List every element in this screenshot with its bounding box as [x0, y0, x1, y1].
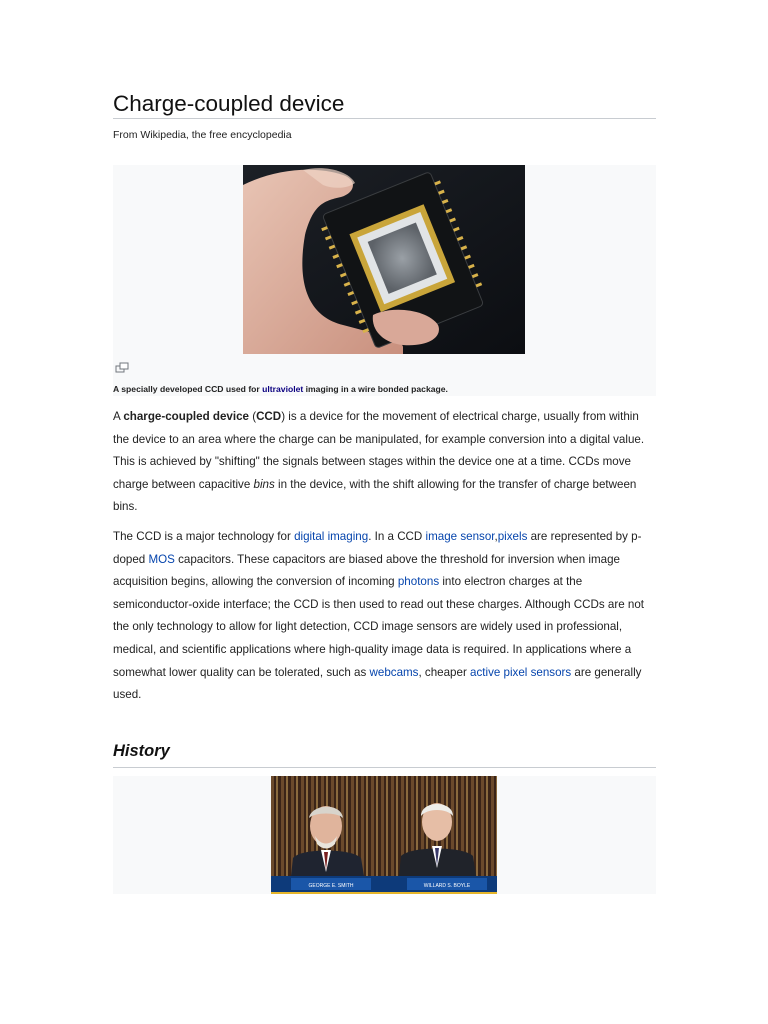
- page-subtitle: From Wikipedia, the free encyclopedia: [113, 129, 292, 141]
- text: in the device, with the shift allowing for the transfer of charge between bins.: [113, 477, 637, 514]
- caption-text-end: imaging in a wire bonded package.: [303, 384, 448, 394]
- history-divider: [113, 767, 656, 768]
- history-figure: [113, 776, 656, 894]
- title-divider: [113, 118, 656, 119]
- link-ultraviolet[interactable]: ultraviolet: [262, 384, 304, 394]
- text: A: [113, 410, 124, 423]
- text: ) is a device for the movement of electrical charge, usually from within the device to an area where the charge can be manipulated, for example conversion into a digital value. This is achieved by "shifting" the signals between stages within the device one at a time. CCDs move charge between capacitive: [113, 410, 645, 491]
- text: into electron charges at the semiconductor-oxide interface; the CCD is then used to read out these charges. Although CCDs are not the only technology to allow for light detection, CCD image sensors are widely used in professional, medical, and scientific applications where high-quality image data is required. In applications where a somewhat lower quality can be tolerated, such as: [113, 575, 645, 679]
- link-webcams[interactable]: webcams: [369, 665, 419, 679]
- nameplate-right: WILLARD S. BOYLE: [423, 883, 471, 889]
- nobel-laureates-photo[interactable]: [271, 776, 497, 894]
- enlarge-icon[interactable]: [115, 362, 129, 374]
- page-title: Charge-coupled device: [113, 91, 345, 116]
- text: capacitors. These capacitors are biased above the threshold for inversion when image acquisition begins, allowing the conversion of incoming: [113, 552, 620, 589]
- section-heading-history: History: [113, 742, 170, 760]
- text: are represented by p-doped: [113, 530, 642, 566]
- text: (: [248, 410, 257, 423]
- intro-paragraph: [113, 406, 658, 519]
- caption-text: A specially developed CCD used for: [113, 384, 263, 394]
- ccd-chip-photo[interactable]: [243, 165, 525, 354]
- link-mos[interactable]: MOS: [148, 552, 175, 566]
- text: . In a CCD: [368, 530, 426, 543]
- ccd-figure: [113, 165, 656, 396]
- link-digital-imaging[interactable]: digital imaging: [294, 530, 369, 543]
- text: are generally used.: [113, 665, 642, 702]
- link-photons[interactable]: photons: [397, 575, 440, 589]
- bold-term-ccd-full: charge-coupled device: [123, 410, 249, 423]
- link-active-pixel-sensors[interactable]: active pixel sensors: [470, 665, 572, 679]
- figure-caption: [113, 384, 448, 394]
- link-pixels[interactable]: pixels: [497, 530, 528, 543]
- technology-paragraph: [113, 526, 658, 707]
- text: , cheaper: [418, 665, 471, 679]
- nameplate-left: GEORGE E. SMITH: [308, 883, 354, 889]
- italic-term-bins: bins: [253, 477, 275, 491]
- text: The CCD is a major technology for: [113, 530, 295, 543]
- bold-term-ccd: CCD: [256, 410, 282, 423]
- link-image-sensor[interactable]: image sensor: [425, 530, 495, 543]
- text: ,: [494, 530, 498, 543]
